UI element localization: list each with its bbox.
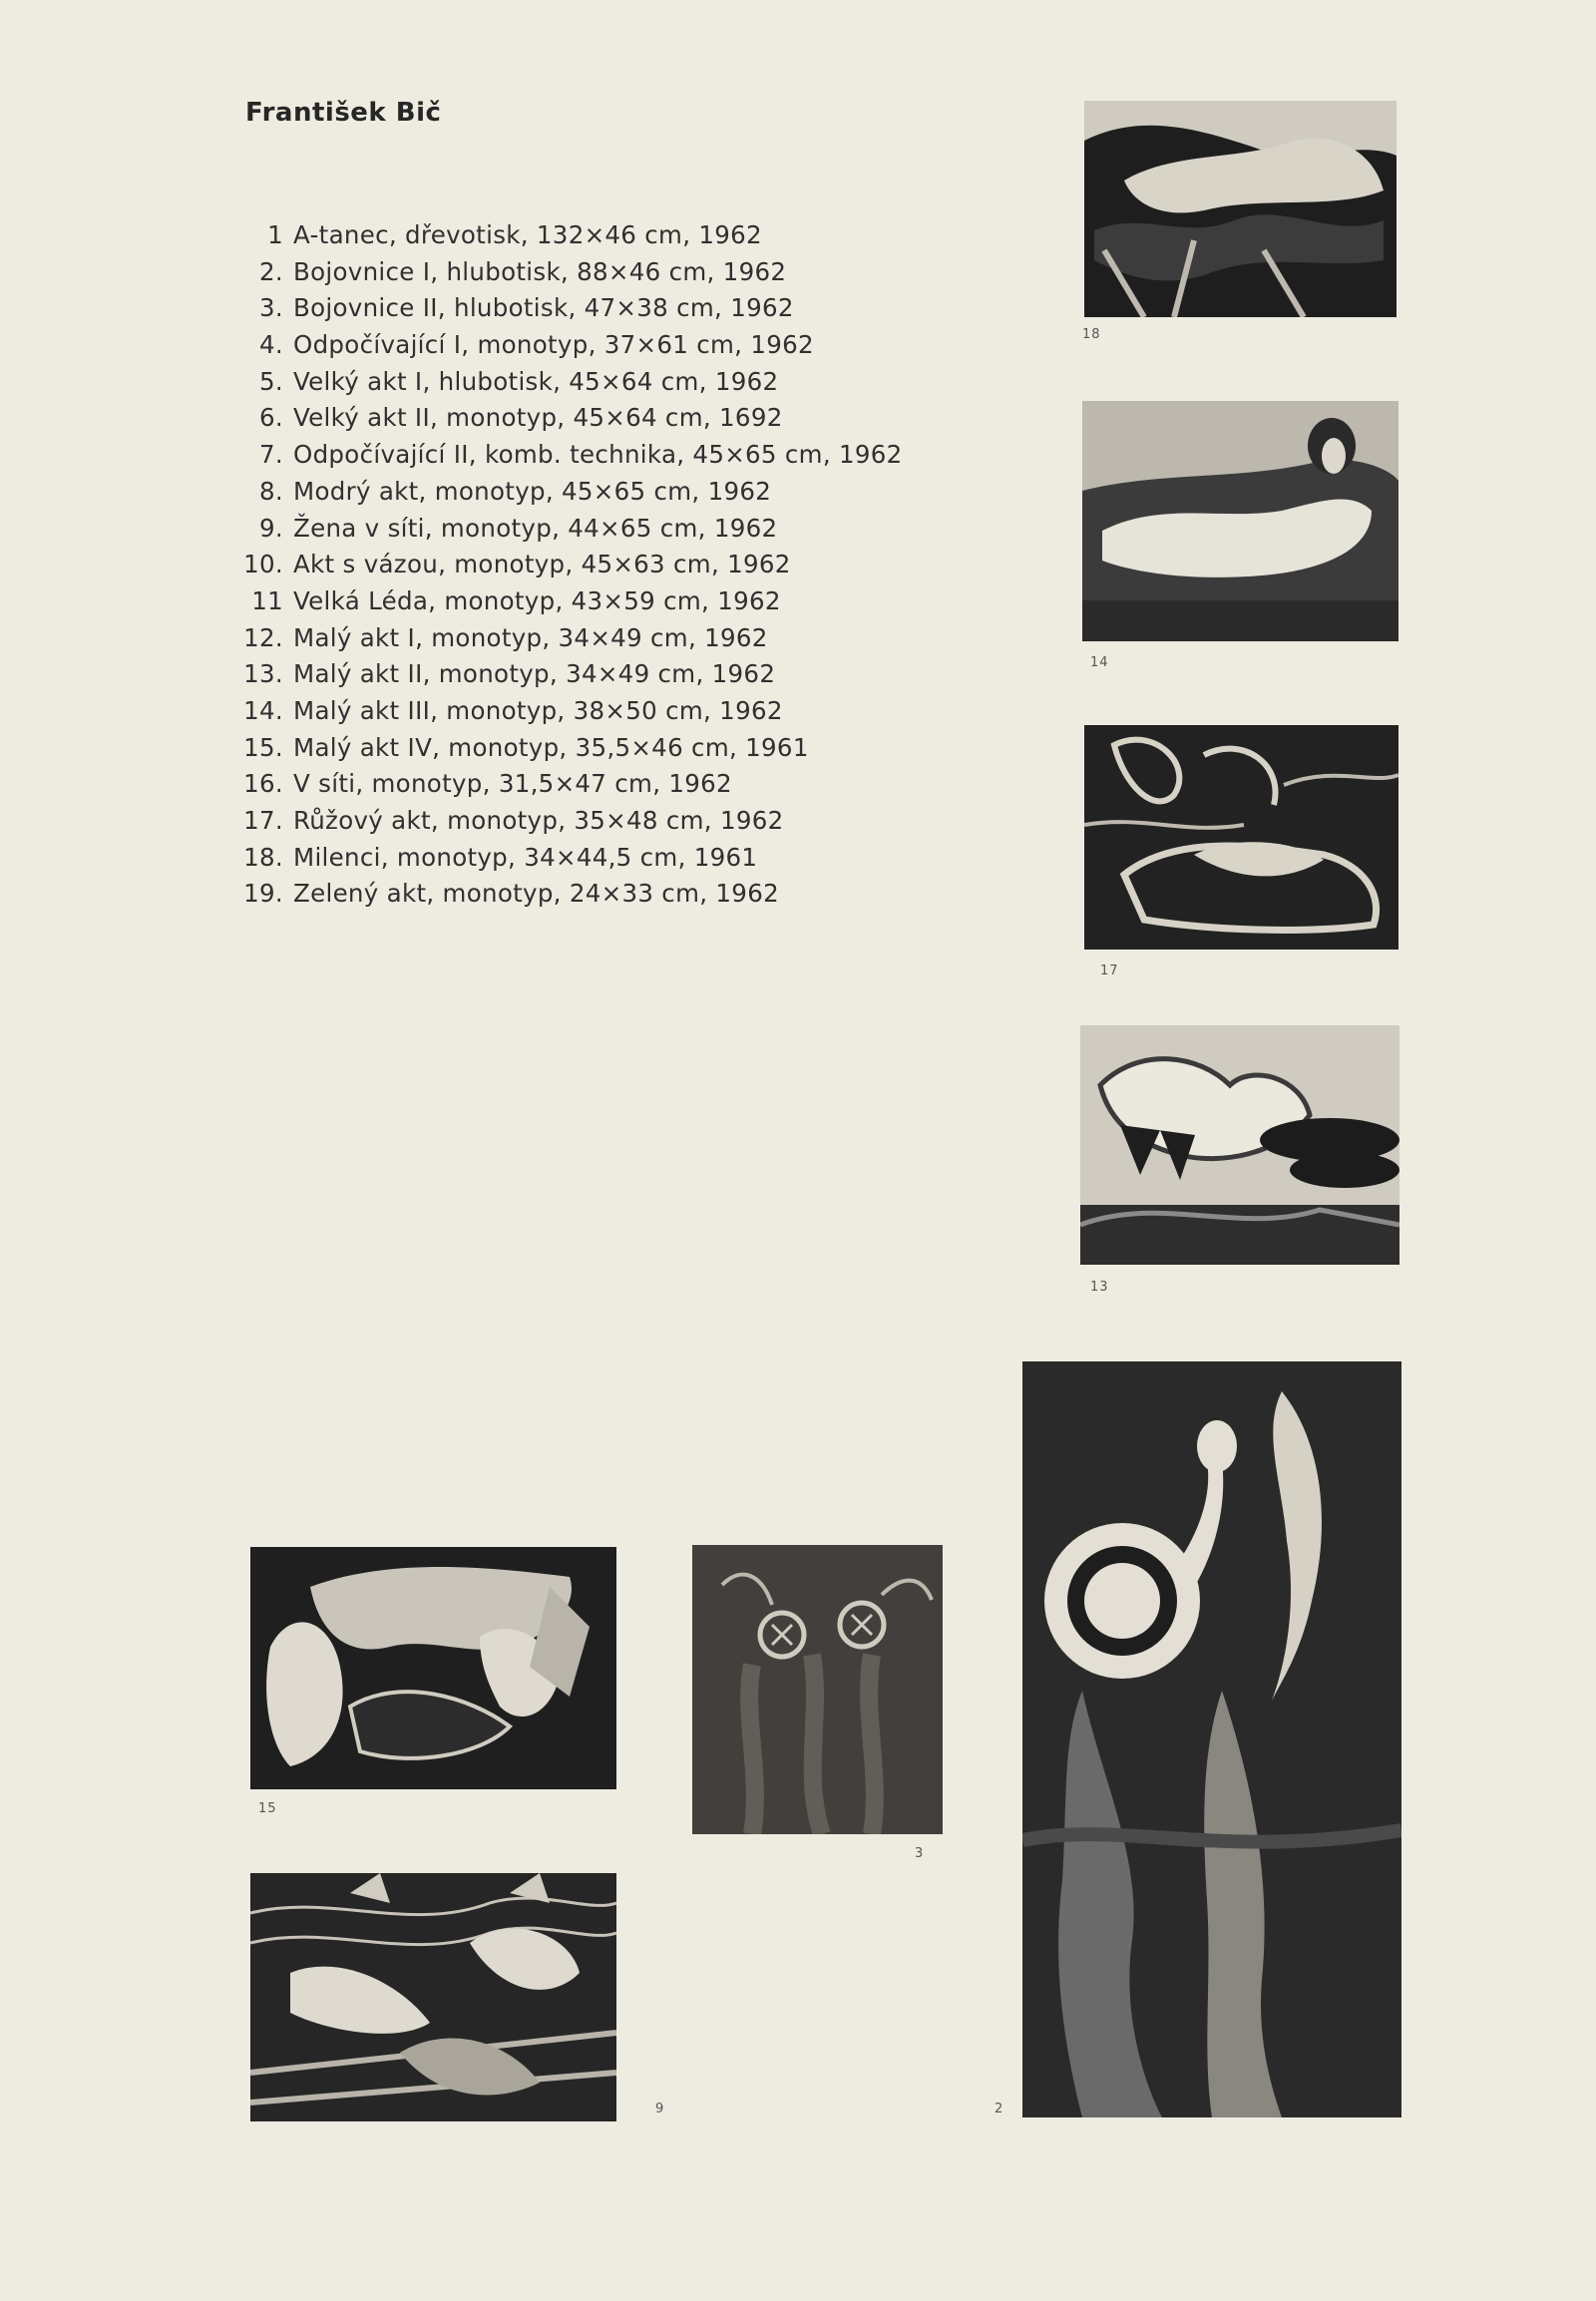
artwork-image-9: [250, 1873, 616, 2121]
work-item: 10. Akt s vázou, monotyp, 45×63 cm, 1962: [243, 550, 791, 579]
work-item: 15. Malý akt IV, monotyp, 35,5×46 cm, 1961: [243, 732, 809, 762]
artwork-image-18: [1084, 101, 1396, 317]
figure-caption: 9: [655, 2102, 665, 2116]
work-item: 17. Růžový akt, monotyp, 35×48 cm, 1962: [243, 806, 784, 835]
work-item: 16. V síti, monotyp, 31,5×47 cm, 1962: [243, 769, 732, 799]
work-item: 11 Velká Léda, monotyp, 43×59 cm, 1962: [251, 585, 781, 615]
figure-caption: 17: [1100, 963, 1119, 978]
figure-caption: 14: [1090, 655, 1109, 670]
work-item: 12. Malý akt I, monotyp, 34×49 cm, 1962: [243, 622, 768, 652]
author-name: František Bič: [245, 98, 442, 128]
work-item: 4. Odpočívající I, monotyp, 37×61 cm, 1962: [259, 330, 814, 360]
artwork-image-2: [1022, 1361, 1401, 2117]
work-item: 8. Modrý akt, monotyp, 45×65 cm, 1962: [259, 476, 772, 506]
figure-caption: 18: [1082, 327, 1101, 342]
work-item: 7. Odpočívající II, komb. technika, 45×65 cm, 1962: [259, 440, 903, 470]
work-item: 19. Zelený akt, monotyp, 24×33 cm, 1962: [243, 879, 779, 909]
figure-caption: 2: [995, 2102, 1004, 2116]
work-item: 18. Milenci, monotyp, 34×44,5 cm, 1961: [243, 842, 758, 872]
work-item: 1 A-tanec, dřevotisk, 132×46 cm, 1962: [267, 220, 762, 249]
figure-caption: 15: [258, 1801, 277, 1816]
artwork-image-15: [250, 1547, 616, 1789]
work-item: 6. Velký akt II, monotyp, 45×64 cm, 1692: [259, 403, 783, 433]
work-item: 5. Velký akt I, hlubotisk, 45×64 cm, 1962: [259, 366, 779, 396]
figure-caption: 3: [915, 1846, 925, 1861]
artwork-image-17: [1084, 725, 1398, 950]
work-item: 3. Bojovnice II, hlubotisk, 47×38 cm, 1962: [259, 293, 794, 323]
work-item: 14. Malý akt III, monotyp, 38×50 cm, 1962: [243, 695, 783, 725]
work-item: 13. Malý akt II, monotyp, 34×49 cm, 1962: [243, 659, 776, 689]
work-item: 2. Bojovnice I, hlubotisk, 88×46 cm, 1962: [259, 256, 787, 286]
figure-caption: 13: [1090, 1280, 1109, 1295]
artwork-image-14: [1082, 401, 1398, 641]
artwork-image-3: [692, 1545, 943, 1834]
work-item: 9. Žena v síti, monotyp, 44×65 cm, 1962: [259, 513, 778, 543]
works-list: [219, 217, 958, 913]
artwork-image-13: [1080, 1025, 1399, 1265]
